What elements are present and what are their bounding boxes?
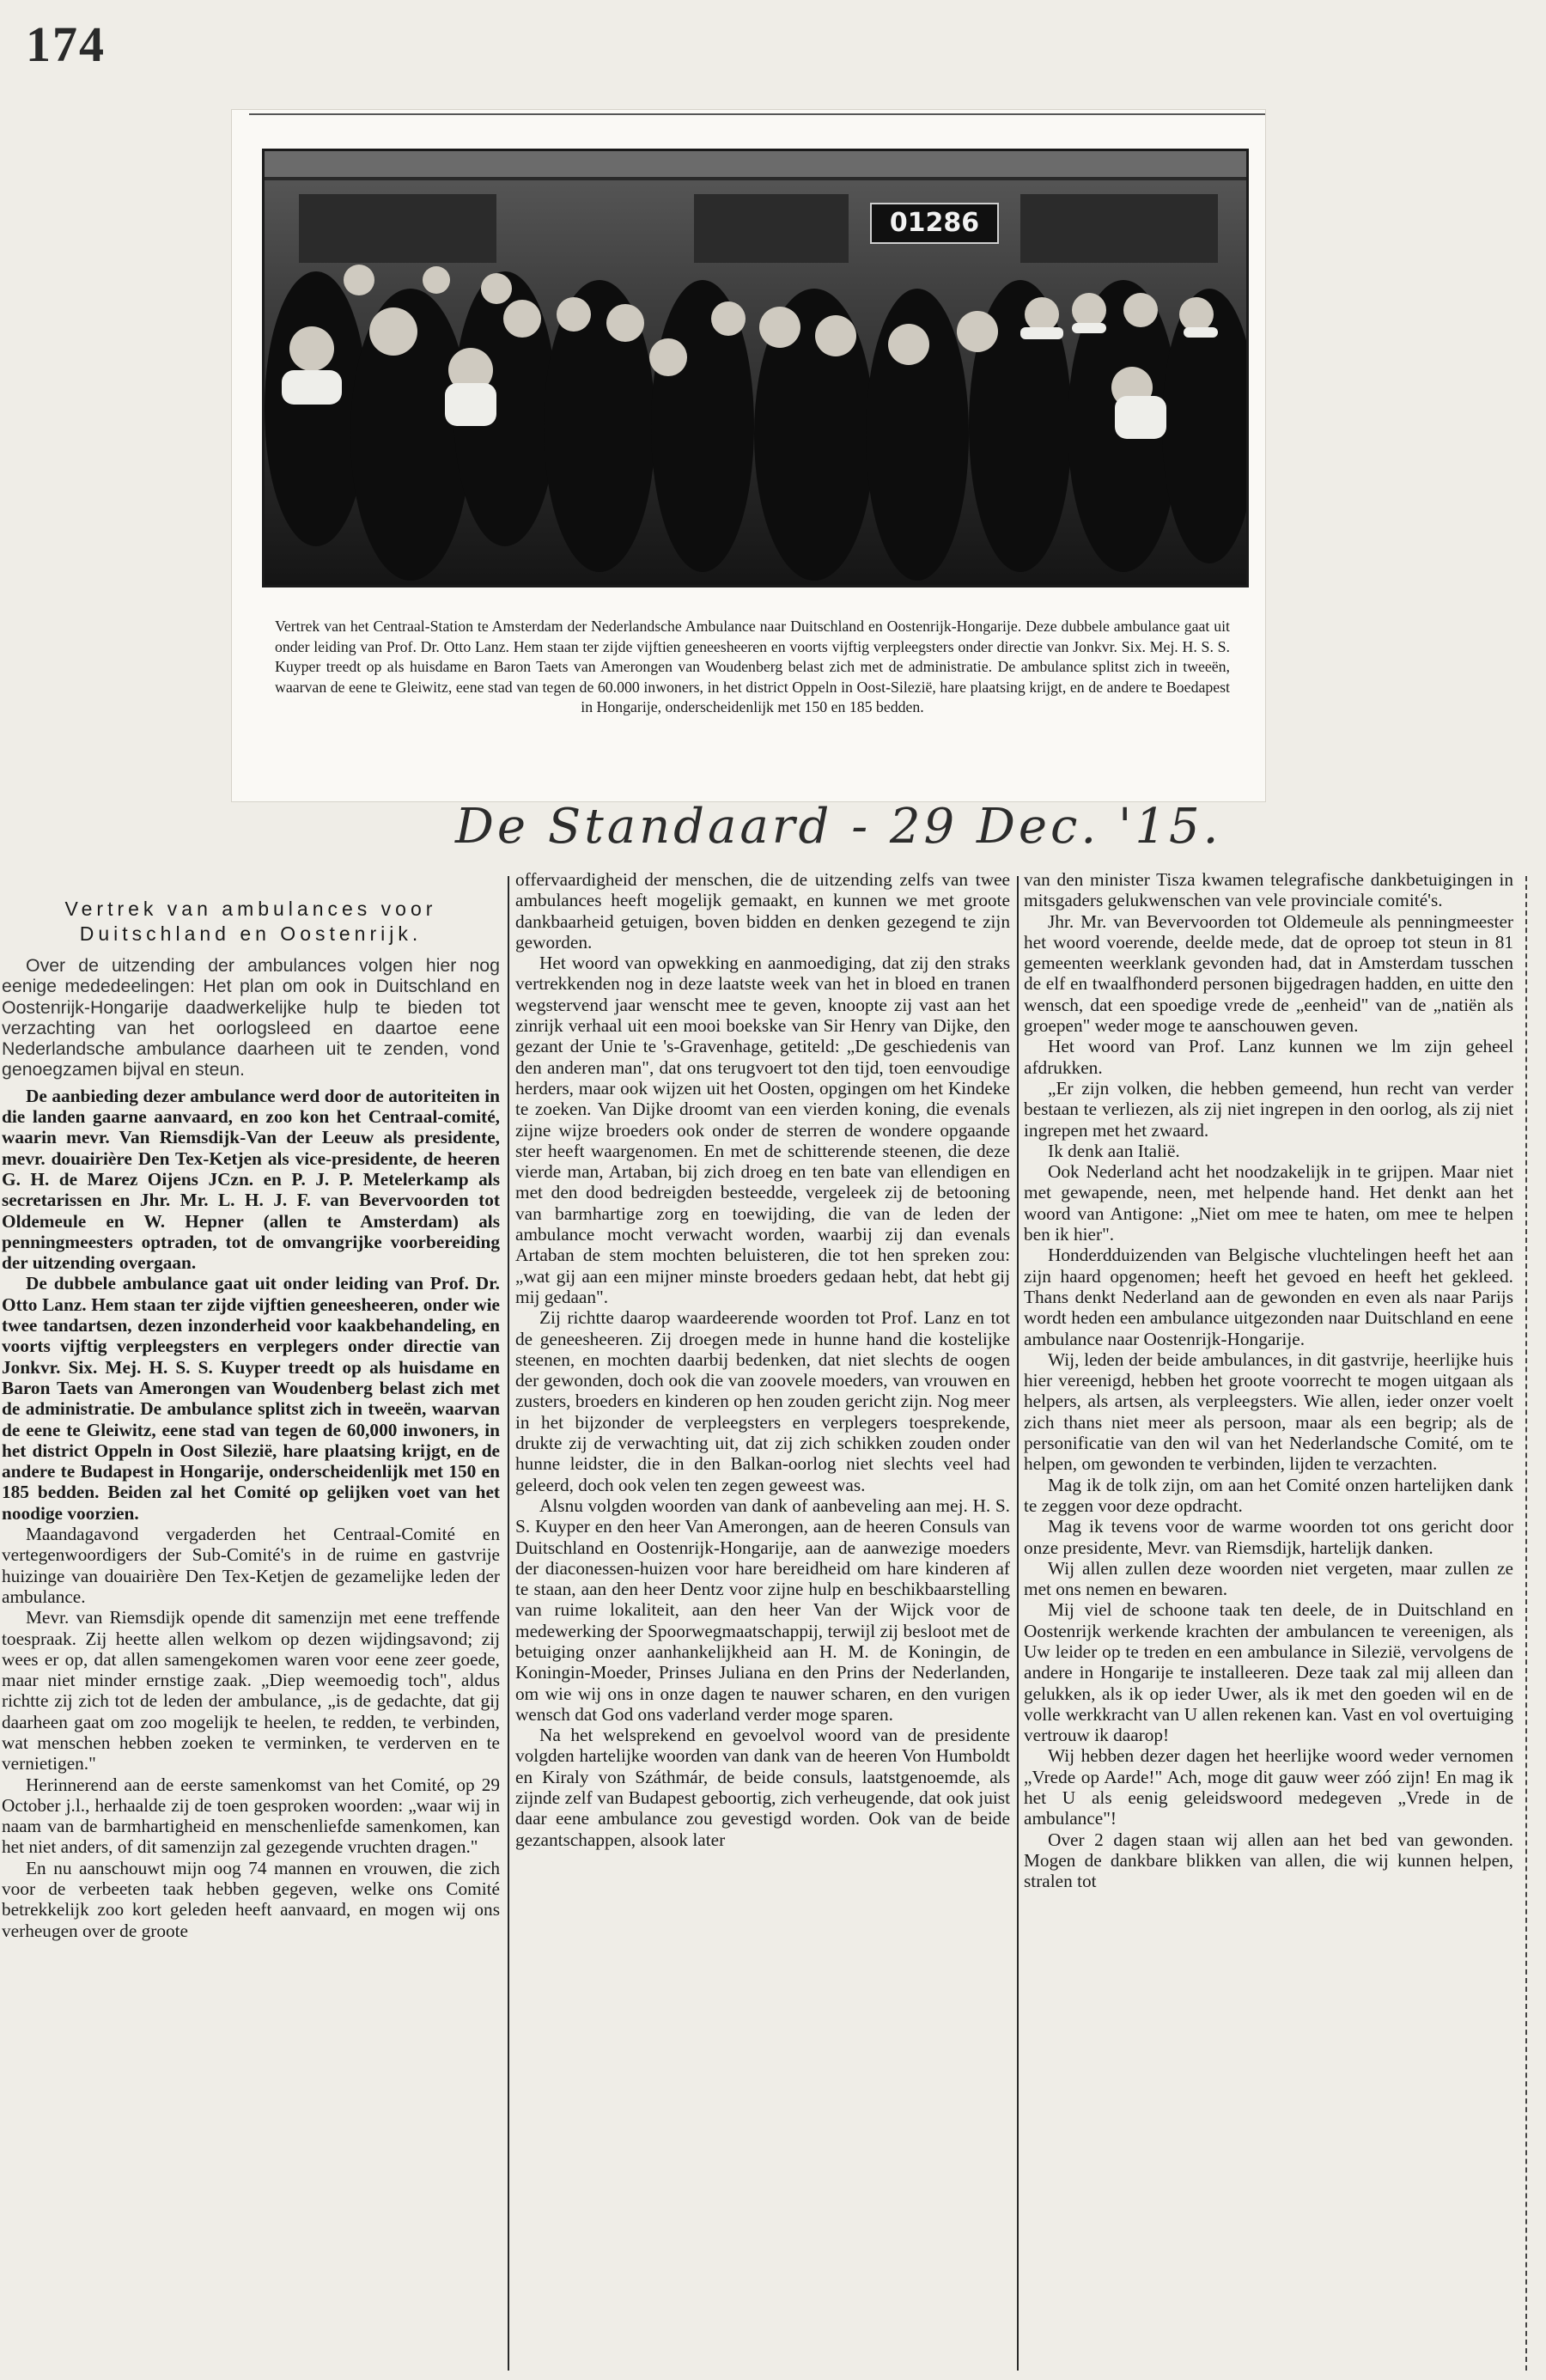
paragraph: Honderdduizenden van Belgische vluchtelingen heeft het aan zijn haard opgenomen; heeft het gevoed en heeft het gekleed. Thans denkt Nederland aan de gewonden en even als naar Parijs wordt heden een ambulance uitgezonden naar Duitschland en eene ambulance naar Oostenrijk-Hongarije. — [1024, 1245, 1513, 1349]
photo-clipping — [232, 110, 1265, 801]
paragraph: Over 2 dagen staan wij allen aan het bed van gewonden. Mogen de dankbare blikken van allen, die wij kunnen helpen, stralen tot — [1024, 1829, 1513, 1892]
article-title: Vertrek van ambulances voor Duitschland en Oostenrijk. — [64, 898, 437, 945]
column-divider — [1525, 876, 1527, 2371]
paragraph: Ook Nederland acht het noodzakelijk in te grijpen. Maar niet met gewapende, neen, met helpende hand. Het denkt aan het woord van Antigone: „Niet om mee te haten, om mee te helpen ben ik hier". — [1024, 1161, 1513, 1245]
photograph — [262, 149, 1249, 587]
paragraph: offervaardigheid der menschen, die de uitzending zelfs van twee ambulances heeft mogelijk gemaakt, en kunnen we met groote dankbaarheid getuigen, boven bidden en denken gezegend te zijn geworden. — [515, 869, 1010, 953]
paragraph: Na het welsprekend en gevoelvol woord van de presidente volgden hartelijke woorden van dank van de heeren Von Humboldt en Kiraly von Száthmár, de beide consuls, laatstgenoemde, als zijnde zelf van Budapest geboortig, zich verheugende, dat ook juist daar eene ambulance zou gevestigd worden. Ook van de beide gezantschappen, alsook later — [515, 1725, 1010, 1850]
paragraph: Herinnerend aan de eerste samenkomst van het Comité, op 29 October j.l., herhaalde zij de toen gesproken woorden: „waar wij in naam van de barmhartigheid en menschenliefde samenkomen, kan het niet anders, of dit samenzijn zal gezegende vruchten dragen." — [2, 1774, 500, 1858]
paragraph: Mevr. van Riemsdijk opende dit samenzijn met eene treffende toespraak. Zij heette allen welkom op dezen wijdingsavond; zij wees er op, dat allen samengekomen waren voor eene zeer goede, maar niet minder ernstige zaak. „Diep weemoedig toch", aldus richtte zij zich tot de leden der ambulance, „is de gedachte, dat gij daarheen gaat om zoo mogelijk te heelen, te redden, te verbinden, wat menschen hebben zoeken te verminken, te verderven en te vernietigen." — [2, 1607, 500, 1774]
paragraph: Wij allen zullen deze woorden niet vergeten, maar zullen ze met ons nemen en bewaren. — [1024, 1557, 1513, 1600]
clipping-rule — [249, 113, 1265, 115]
paragraph: Jhr. Mr. van Bevervoorden tot Oldemeule als penningmeester het woord voerende, deelde mede, dat de oproep tot steun in 81 gemeenten weerklank gevonden had, dat in Amsterdam tusschen de elf en twaalfhonderd personen bijgedragen hadden, en uitte den wensch, dat een spoedige vrede de „eenheid" van de „natiën als groepen" weder moge te aanschouwen geven. — [1024, 910, 1513, 1037]
article-column-1 — [2, 893, 500, 2380]
article-column-3 — [1024, 869, 1513, 2356]
article-lead: Over de uitzending der ambulances volgen hier nog eenige mededeelingen: Het plan om ook in Duitschland en Oostenrijk-Hongarije daadwerkelijke hulp te bieden tot verzachting van het oorlogsleed en daartoe eene Nederlandsche ambulance daarheen uit te zenden, vond genoegzamen bijval en steun. — [2, 955, 500, 1080]
paragraph: „Er zijn volken, die hebben gemeend, hun recht van verder bestaan te verliezen, als zij niet ingrepen in den oorlog, als zij niet ingrepen met het zwaard. — [1024, 1077, 1513, 1141]
paragraph: Wij hebben dezer dagen het heerlijke woord weder vernomen „Vrede op Aarde!" Ach, moge dit gauw weer zóó zijn! En mag ik het U als eenig geleidswoord medegeven „Vrede in de ambulance"! — [1024, 1745, 1513, 1829]
paragraph: Zij richtte daarop waardeerende woorden tot Prof. Lanz en tot de geneesheeren. Zij droegen mede in hunne hand die kostelijke steenen, en mochten daarbij bedenken, dat niet slechts de oogen der gewonden, doch ook die van zoovele moeders, van vrouwen en zusters, broeders en kinderen op hen zouden gericht zijn. Nog meer in het bijzonder de verpleegsters en verplegers toesprekende, drukte zij de verwachting uit, dat zij zich schikken zouden onder hunne leidster, die in den Balkan-oorlog niet slechts veel had geleerd, doch ook velen ten zegen geweest was. — [515, 1307, 1010, 1495]
paragraph: van den minister Tisza kwamen telegrafische dankbetuigingen in mitsgaders gelukwenschen van vele provinciale comité's. — [1024, 869, 1513, 911]
column-1-body — [2, 1086, 500, 1941]
train-number-plate: 01286 — [870, 203, 999, 244]
column-divider — [1017, 876, 1019, 2371]
page-number: 174 — [26, 16, 106, 72]
article-column-2 — [515, 869, 1010, 2356]
paragraph: Het woord van Prof. Lanz kunnen we lm zijn geheel afdrukken. — [1024, 1036, 1513, 1078]
paragraph: Wij, leden der beide ambulances, in dit gastvrije, heerlijke huis hier vereenigd, hebben het groote voorrecht te mogen uitgaan als helpers, als artsen, als verpleegsters. Wie allen, ieder onzer voelt zich thans niet meer als persoon, maar als een begrip; als de personificatie van den wil van het Nederlandsche Comité, om te helpen, om gewonden te verbinden, lijden te verzachten. — [1024, 1348, 1513, 1475]
paragraph: Maandagavond vergaderden het Centraal-Comité en vertegenwoordigers der Sub-Comité's in de ruime en gastvrije huizinge van douairière Den Tex-Ketjen de gezamelijke leden der ambulance. — [2, 1524, 500, 1607]
paragraph: Alsnu volgden woorden van dank of aanbeveling aan mej. H. S. S. Kuyper en den heer Van Amerongen, aan de heeren Consuls van Duitschland en Oostenrijk-Hongarije, aan de aanwezige moeders der diaconessen-huizen voor hare bereidheid om hare kinderen af te staan, aan den heer Dentz voor zijne hulp en beschikbaarstelling van ruime lokaliteit, aan den heer Van der Wijck voor de medewerking der Spoorwegmaatschappij, terwijl zij besloot met de betuiging onzer aanhankelijkheid aan H. M. de Koningin, de Koningin-Moeder, Prinses Juliana en den Prins der Nederlanden, om wie wij ons in onze dagen te nauwer scharen, en den vurigen wensch dat God ons vaderland verder moge sparen. — [515, 1494, 1010, 1725]
photo-caption: Vertrek van het Centraal-Station te Amsterdam der Nederlandsche Ambulance naar Duitschland en Oostenrijk-Hongarije. Deze dubbele ambulance gaat uit onder leiding van Prof. Dr. Otto Lanz. Hem staan ter zijde vijftien geneesheeren en voorts vijftig verpleegsters onder directie van Jonkvr. Six. Mej. H. S. S. Kuyper treedt op als huisdame en Baron Taets van Amerongen van Woudenberg belast zich met de administratie. De ambulance splitst zich in tweeën, waarvan de eene te Gleiwitz, eene stad van tegen de 60.000 inwoners, in het district Oppeln in Oost-Silezië, hare plaatsing krijgt, en de andere te Boedapest in Hongarije, onderscheidenlijk met 150 en 185 bedden. — [275, 618, 1230, 715]
paragraph: Mag ik tevens voor de warme woorden tot ons gericht door onze presidente, Mevr. van Riemsdijk, hartelijk danken. — [1024, 1516, 1513, 1558]
column-divider — [508, 876, 509, 2371]
paragraph: De dubbele ambulance gaat uit onder leiding van Prof. Dr. Otto Lanz. Hem staan ter zijde vijftien geneesheeren, onder wie twee tandartsen, dezen inzonderheid voor kaakbehandeling, en voorts vijftig verpleegsters en verplegers onder directie van Jonkvr. Six. Mej. H. S. S. Kuyper treedt op als huisdame en Baron Taets van Amerongen van Woudenberg belast zich met de administratie. De ambulance splitst zich in tweeën, waarvan de eene te Gleiwitz, eene stad van tegen de 60,000 inwoners, in het district Oppeln in Oost Silezië, hare plaatsing krijgt, en de andere te Budapest in Hongarije, onderscheidenlijk met 150 en 185 bedden. Beiden zal het Comité op gelijken voet van het noodige voorzien. — [2, 1273, 500, 1524]
photograph-image — [265, 151, 1246, 585]
paragraph: De aanbieding dezer ambulance werd door de autoriteiten in die landen gaarne aanvaard, en zoo kon het Centraal-comité, waarin mevr. Van Riemsdijk-Van der Leeuw als presidente, mevr. douairière Den Tex-Ketjen als vice-presidente, de heeren G. H. de Marez Oijens JCzn. en P. J. P. Metelerkamp als secretarissen en Jhr. Mr. L. H. J. F. van Bevervoorden tot Oldemeule en W. Hepner (allen te Amsterdam) als penningmeesters optraden, tot de omvangrijke voorbereiding der uitzending overgaan. — [2, 1085, 500, 1274]
paragraph: Mij viel de schoone taak ten deele, de in Duitschland en Oostenrijk werkende krachten der ambulancen te vereenigen, als Uw leider op te treden en een ambulance in Silezië, vervolgens de andere in Hongarije te installeeren. Deze taak zal mij alleen dan gelukken, als ik op ieder Uwer, als ik met den goeden wil en de volle werkkracht van U allen rekenen kan. Vast en vol overtuiging vertrouw ik daarop! — [1024, 1599, 1513, 1746]
paragraph: Het woord van opwekking en aanmoediging, dat zij den straks vertrekkenden nog in deze laatste week van het in bloed en tranen wegstervend jaar wenscht mee te geven, knoopte zij vast aan het zinrijk verhaal uit een mooi boekske van Sir Henry van Dijke, den gezant der Unie te 's-Gravenhage, getiteld: „De geschiedenis van den anderen man", dat ons terugvoert tot den tijd, toen eenvoudige herders, maar ook wijzen uit het Oosten, opgingen om het Kindeke te zoeken. Van Dijke droomt van een vierden koning, die evenals zijne wijze broeders ook onder de sterren de wondere opgaande ster heeft waargenomen. En met de schitterende steenen, die deze vierde man, Artaban, bij zich droeg en ten bate van ellendigen en met den dood bedreigden besteedde, vergeleek zij de betooning van barmhartige zorg en toewijding, die van de leden der ambulance mocht verwacht worden, waarbij zij dan evenals Artaban de stem mochten beluisteren, die tot hen spreken zou: „wat gij aan een mijner minste broeders gedaan hebt, dat hebt gij mij gedaan". — [515, 953, 1010, 1307]
handwritten-source-note: De Standaard - 29 Dec. '15. — [455, 799, 1222, 855]
paragraph: Ik denk aan Italië. — [1048, 1140, 1180, 1161]
paragraph: Mag ik de tolk zijn, om aan het Comité onzen hartelijken dank te zeggen voor deze opdracht. — [1024, 1474, 1513, 1516]
paragraph: En nu aanschouwt mijn oog 74 mannen en vrouwen, die zich voor de verbeeten taak hebben gegeven, welke ons Comité betrekkelijk zoo kort geleden heeft aanvaard, en mogen wij ons verheugen over de groote — [2, 1857, 500, 1941]
